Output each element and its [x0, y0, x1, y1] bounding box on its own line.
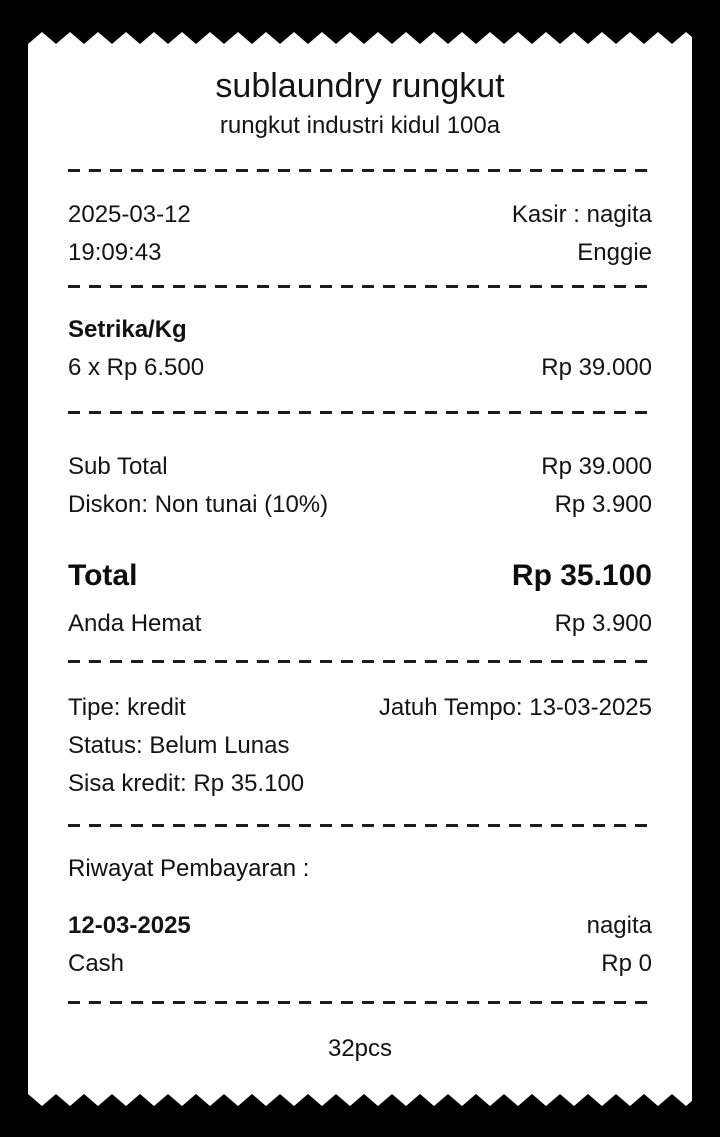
store-address: rungkut industri kidul 100a: [219, 112, 501, 139]
receipt-torn-edge-top-icon: [28, 30, 692, 44]
credit-info-block: [68, 689, 652, 803]
discount-value: Rp 3.900: [554, 491, 652, 518]
payment-date-row: [68, 907, 652, 945]
info-row-date-cashier: [68, 196, 652, 234]
total-pieces: 32pcs: [327, 1035, 393, 1062]
savings-label: Anda Hemat: [68, 610, 202, 637]
cashier-secondary-name: Enggie: [577, 239, 652, 266]
summary-block: [68, 448, 652, 643]
payment-history-title: Riwayat Pembayaran :: [68, 855, 310, 882]
divider: [68, 1001, 652, 1004]
transaction-time: 19:09:43: [68, 239, 162, 266]
payment-history-block: [68, 850, 652, 983]
receipt: [28, 30, 692, 1108]
payment-amount: Rp 0: [601, 950, 652, 977]
discount-row: [68, 486, 652, 524]
payment-history-entry: [68, 907, 652, 983]
divider: [68, 285, 652, 288]
store-name: sublaundry rungkut: [215, 67, 505, 105]
item-block: [68, 311, 652, 387]
payment-method-row: [68, 945, 652, 983]
credit-remaining: Sisa kredit: Rp 35.100: [68, 770, 305, 797]
savings-value: Rp 3.900: [554, 610, 652, 637]
divider: [68, 824, 652, 827]
subtotal-value: Rp 39.000: [541, 453, 652, 480]
total-label: Total: [68, 559, 138, 592]
payment-by: nagita: [586, 912, 652, 939]
info-row-time-name: [68, 234, 652, 272]
divider: [68, 411, 652, 414]
savings-row: [68, 605, 652, 643]
item-amount: Rp 39.000: [541, 354, 652, 381]
total-value: Rp 35.100: [511, 559, 652, 592]
item-name: Setrika/Kg: [68, 316, 187, 343]
item-qty-price: 6 x Rp 6.500: [68, 354, 205, 381]
subtotal-row: [68, 448, 652, 486]
transaction-info: [68, 196, 652, 272]
item-qty-row: [68, 349, 652, 387]
credit-type-row: [68, 689, 652, 727]
divider: [68, 660, 652, 663]
discount-label: Diskon: Non tunai (10%): [68, 491, 329, 518]
credit-status: Status: Belum Lunas: [68, 732, 290, 759]
payment-method: Cash: [68, 950, 125, 977]
receipt-torn-edge-bottom-icon: [28, 1094, 692, 1108]
payment-date: 12-03-2025: [68, 912, 191, 939]
divider: [68, 169, 652, 172]
transaction-date: 2025-03-12: [68, 201, 191, 228]
credit-due-date: Jatuh Tempo: 13-03-2025: [378, 694, 652, 721]
credit-type: Tipe: kredit: [68, 694, 186, 721]
cashier-label: Kasir : nagita: [511, 201, 652, 228]
receipt-paper: [28, 44, 692, 1094]
subtotal-label: Sub Total: [68, 453, 168, 480]
total-row: [68, 553, 652, 599]
